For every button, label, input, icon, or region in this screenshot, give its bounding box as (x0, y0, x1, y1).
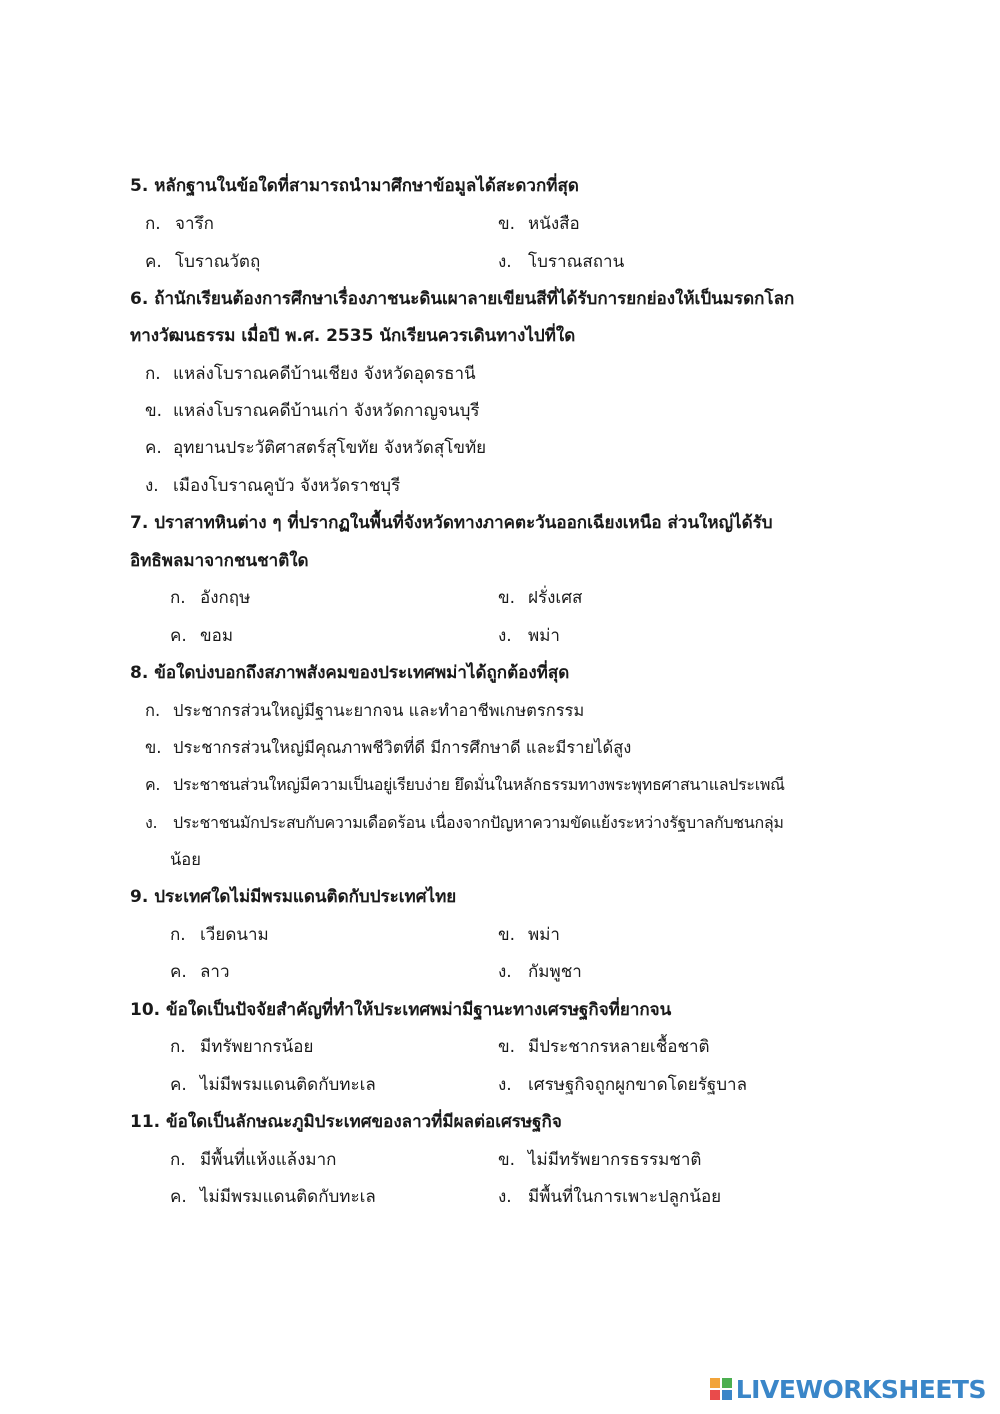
choice-text: ประชากรส่วนใหญ่มีฐานะยากจน และทำอาชีพเกษตรกรรม (173, 701, 585, 720)
choice-text: โบราณสถาน (528, 252, 625, 272)
choice-label: ก. (145, 214, 161, 234)
choice-label: ง. (498, 626, 512, 646)
choice-text: โบราณวัตถุ (175, 252, 261, 272)
choice-text: ขอม (200, 626, 234, 646)
q7-choice-b[interactable] (498, 586, 582, 610)
choice-label: ค. (145, 252, 162, 272)
choice-label: ง. (498, 1187, 512, 1207)
choice-text: ไม่มีทรัพยากรธรรมชาติ (528, 1150, 702, 1170)
choice-text: พม่า (528, 925, 560, 945)
q6-choice-d[interactable] (145, 474, 400, 498)
choice-label: ค. (145, 438, 162, 458)
choice-label: ก. (170, 588, 186, 608)
choice-label: ข. (498, 588, 516, 608)
q9-choice-b[interactable] (498, 923, 560, 947)
question-8-stem: 8. ข้อใดบ่งบอกถึงสภาพสังคมของประเทศพม่าได้ถูกต้องที่สุด (130, 663, 570, 683)
logo-square-2 (722, 1378, 732, 1388)
choice-label: ค. (170, 962, 187, 982)
q10-choice-c[interactable] (170, 1073, 376, 1097)
logo-squares-icon (710, 1378, 732, 1400)
choice-text: อุทยานประวัติศาสตร์สุโขทัย จังหวัดสุโขทัย (173, 438, 487, 458)
choice-text: ลาว (200, 962, 230, 982)
q7-choice-d[interactable] (498, 624, 560, 648)
q8-choice-b[interactable] (145, 736, 631, 760)
q10-choice-b[interactable] (498, 1035, 710, 1059)
choice-text: เมืองโบราณคูบัว จังหวัดราชบุรี (173, 476, 401, 496)
q5-choice-a[interactable] (145, 212, 214, 236)
choice-label: ง. (498, 962, 512, 982)
choice-label: ข. (498, 214, 516, 234)
question-7-stem-line-2: อิทธิพลมาจากชนชาติใด (130, 551, 309, 571)
q11-choice-a[interactable] (170, 1148, 336, 1172)
choice-label: ค. (145, 775, 161, 794)
q5-choice-d[interactable] (498, 250, 624, 274)
choice-text: เศรษฐกิจถูกผูกขาดโดยรัฐบาล (528, 1075, 748, 1095)
choice-label: ก. (145, 701, 161, 720)
choice-text: ไม่มีพรมแดนติดกับทะเล (200, 1075, 376, 1095)
choice-text: ประชากรส่วนใหญ่มีคุณภาพชีวิตที่ดี มีการศึกษาดี และมีรายได้สูง (173, 738, 632, 757)
choice-label: ค. (170, 626, 187, 646)
question-6-stem-line-2: ทางวัฒนธรรม เมื่อปี พ.ศ. 2535 นักเรียนควรเดินทางไปที่ใด (130, 326, 576, 346)
question-5-stem: 5. หลักฐานในข้อใดที่สามารถนำมาศึกษาข้อมูลได้สะดวกที่สุด (130, 176, 579, 196)
choice-text: เวียดนาม (200, 925, 269, 945)
choice-label: ก. (170, 1037, 186, 1057)
choice-label: ก. (145, 364, 161, 384)
choice-text: พม่า (528, 626, 560, 646)
choice-text: มีพื้นที่ในการเพาะปลูกน้อย (528, 1187, 722, 1207)
q7-choice-c[interactable] (170, 624, 233, 648)
question-6-stem-line-1: 6. ถ้านักเรียนต้องการศึกษาเรื่องภาชนะดินเผาลายเขียนสีที่ได้รับการยกย่องให้เป็นมรดกโลก (130, 289, 795, 309)
question-9-stem: 9. ประเทศใดไม่มีพรมแดนติดกับประเทศไทย (130, 887, 457, 907)
question-11-stem: 11. ข้อใดเป็นลักษณะภูมิประเทศของลาวที่มีผลต่อเศรษฐกิจ (130, 1112, 562, 1132)
choice-label: ก. (170, 925, 186, 945)
q5-choice-c[interactable] (145, 250, 260, 274)
q9-choice-c[interactable] (170, 960, 230, 984)
q5-choice-b[interactable] (498, 212, 580, 236)
q11-choice-b[interactable] (498, 1148, 701, 1172)
choice-label: ก. (170, 1150, 186, 1170)
q8-choice-a[interactable] (145, 699, 584, 723)
brand-text: LIVEWORKSHEETS (735, 1374, 986, 1404)
choice-text: ประชาชนมักประสบกับความเดือดร้อน เนื่องจากปัญหาความขัดแย้งระหว่างรัฐบาลกับชนกลุ่ม (173, 813, 784, 832)
q9-choice-a[interactable] (170, 923, 269, 947)
q11-choice-d[interactable] (498, 1185, 721, 1209)
question-10-stem: 10. ข้อใดเป็นปัจจัยสำคัญที่ทำให้ประเทศพม่ามีฐานะทางเศรษฐกิจที่ยากจน (130, 1000, 672, 1020)
q10-choice-d[interactable] (498, 1073, 747, 1097)
q11-choice-c[interactable] (170, 1185, 376, 1209)
choice-label: ค. (170, 1075, 187, 1095)
q6-choice-c[interactable] (145, 436, 486, 460)
choice-text: ประชาชนส่วนใหญ่มีความเป็นอยู่เรียบง่าย ยึดมั่นในหลักธรรมทางพระพุทธศาสนาแลประเพณี (173, 775, 785, 794)
choice-text: แหล่งโบราณคดีบ้านเชียง จังหวัดอุดรธานี (173, 364, 476, 384)
q6-choice-b[interactable] (145, 399, 480, 423)
question-7-stem-line-1: 7. ปราสาทหินต่าง ๆ ที่ปรากฏในพื้นที่จังหวัดทางภาคตะวันออกเฉียงเหนือ ส่วนใหญ่ได้รับ (130, 513, 773, 533)
q8-choice-c[interactable] (145, 773, 785, 797)
choice-label: ข. (145, 738, 162, 757)
choice-text: อังกฤษ (200, 588, 251, 608)
choice-label: ง. (145, 476, 159, 496)
choice-text: มีทรัพยากรน้อย (200, 1037, 314, 1057)
q8-choice-d[interactable] (145, 811, 784, 835)
choice-text: ไม่มีพรมแดนติดกับทะเล (200, 1187, 376, 1207)
logo-square-3 (710, 1390, 720, 1400)
liveworksheets-logo[interactable] (710, 1374, 986, 1404)
logo-square-4 (722, 1390, 732, 1400)
q9-choice-d[interactable] (498, 960, 582, 984)
choice-text: แหล่งโบราณคดีบ้านเก่า จังหวัดกาญจนบุรี (173, 401, 480, 421)
choice-text: หนังสือ (528, 214, 580, 234)
choice-text: มีพื้นที่แห้งแล้งมาก (200, 1150, 337, 1170)
choice-label: ง. (145, 813, 158, 832)
choice-label: ข. (498, 1150, 516, 1170)
choice-label: ง. (498, 1075, 512, 1095)
q6-choice-a[interactable] (145, 362, 476, 386)
q8-choice-d-continuation: น้อย (170, 850, 201, 869)
choice-label: ข. (145, 401, 163, 421)
logo-square-1 (710, 1378, 720, 1388)
choice-text: มีประชากรหลายเชื้อชาติ (528, 1037, 710, 1057)
choice-label: ข. (498, 925, 516, 945)
choice-text: กัมพูชา (528, 962, 582, 982)
choice-label: ง. (498, 252, 512, 272)
choice-label: ค. (170, 1187, 187, 1207)
choice-label: ข. (498, 1037, 516, 1057)
q10-choice-a[interactable] (170, 1035, 313, 1059)
q7-choice-a[interactable] (170, 586, 250, 610)
choice-text: ฝรั่งเศส (528, 588, 583, 608)
choice-text: จารึก (175, 214, 214, 234)
